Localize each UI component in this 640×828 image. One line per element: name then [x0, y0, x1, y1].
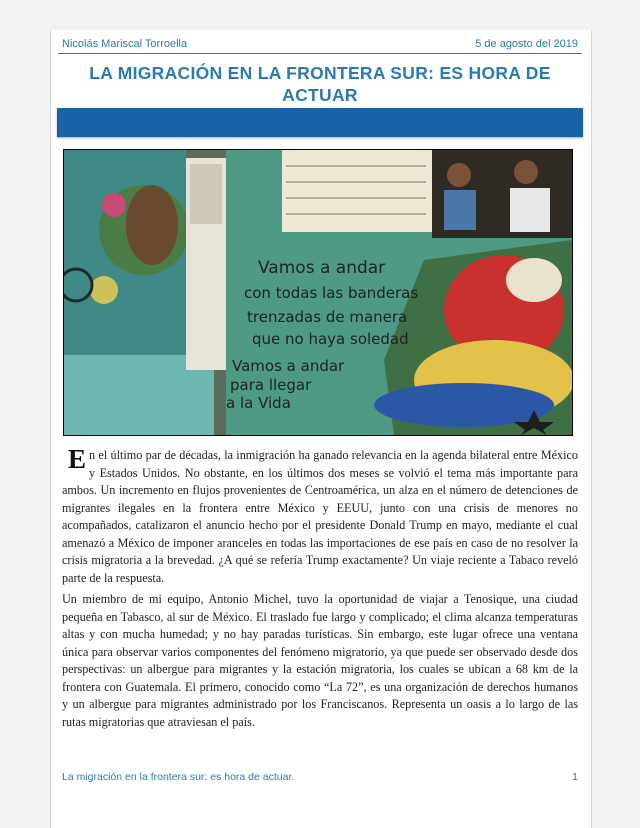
page-number: 1 — [572, 771, 578, 783]
mural-line-5: Vamos a andar — [232, 357, 345, 375]
header-divider — [58, 53, 582, 54]
mural-line-1: Vamos a andar — [258, 258, 386, 278]
mural-line-6: para llegar — [230, 376, 312, 394]
mural-line-4: que no haya soledad — [252, 330, 409, 348]
page-header — [62, 38, 578, 50]
flag-blue — [374, 383, 554, 427]
article-title: LA MIGRACIÓN EN LA FRONTERA SUR: ES HORA DE ACTUAR — [89, 63, 551, 105]
paragraph-1 — [62, 444, 578, 587]
mural-line-7: a la Vida — [226, 394, 291, 412]
publication-date: 5 de agosto del 2019 — [475, 38, 578, 50]
mural-photo — [64, 150, 572, 435]
title-banner-bar — [57, 108, 583, 137]
person-left — [447, 163, 471, 187]
running-title: La migración en la frontera sur: es hora de actuar. — [62, 771, 295, 783]
window — [282, 150, 432, 232]
mural-line-2: con todas las banderas — [244, 284, 419, 302]
author-name: Nicolás Mariscal Torroella — [62, 38, 188, 50]
person-right — [514, 160, 538, 184]
paragraph-2: Un miembro de mi equipo, Antonio Michel, tuvo la oportunidad de viajar a Tenosique, una ciudad pequeña en Tabasco, al sur de México. El traslado fue largo y complicado; el clima alcanza temperaturas altas y con mucha humedad; y no hay paradas turísticas. Sin embargo, este lugar ofrece una ventana única para observar varios componentes del fenómeno migratorio, ya que puede ser observado desde dos perspectivas: un albergue para migrantes y la estación migratoria, los cuales se ubican a 68 km de la frontera con Guatemala. El primero, conocido como “La 72”, es una organización de derechos humanos y un albergue para migrantes administrado por los Franciscanos. Representa un oasis a lo largo de las rutas migratorias que atraviesan el país. — [62, 592, 578, 729]
mural-line-3: trenzadas de manera — [247, 308, 408, 326]
paragraph-1-text: n el último par de décadas, la inmigración ha ganado relevancia en la agenda bilateral entre México y Estados Unidos. No obstante, en los últimos dos meses se volvió el tema más importante para ambos. Un incremento en flujos provenientes de Centroamérica, un alza en el número de detenciones de migrantes ilegales en la frontera entre México y EEUU, junto con una crisis de menores no acompañados, catalizaron el anuncio hecho por el presidente Donald Trump en mayo, mediante el cual amenazó a México de imponer aranceles en todas las importaciones de ese país en caso de no resolver la crisis migratoria a la brevedad. ¿A qué se refería Trump exactamente? Un viaje reciente a Tabaco reveló parte de la respuesta. — [62, 448, 578, 585]
drop-cap: E — [68, 444, 87, 474]
page-footer — [62, 771, 578, 783]
mural-photo-illustration — [64, 150, 572, 435]
